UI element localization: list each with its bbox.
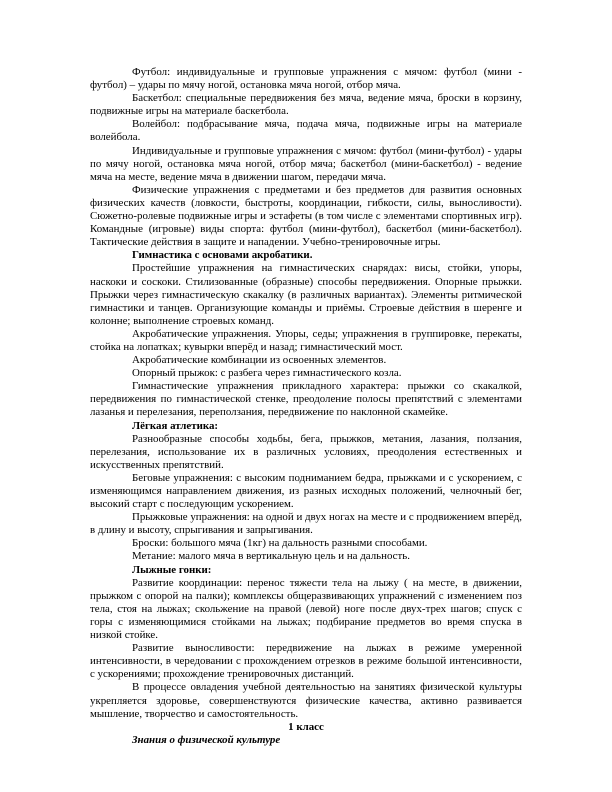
paragraph-jumping-exercises: Прыжковые упражнения: на одной и двух ногах на месте и с продвижением вперёд, в длину и высоту, спрыгивания и запрыгивания.: [90, 511, 522, 537]
paragraph-throws: Броски: большого мяча (1кг) на дальность разными способами.: [132, 537, 428, 550]
paragraph-walking-running: Разнообразные способы ходьбы, бега, прыжков, метания, лазания, ползания, перелезания, использование их в различных условиях, преодоления естественных и искусственных препятствий.: [90, 432, 522, 471]
paragraph-applied-gymnastics: Гимнастические упражнения прикладного характера: прыжки со скакалкой, передвижения по гимнастической стенке, преодоление полосы препятствий с элементами лазанья и перелезания, переползания, передвижение по наклонной скамейке.: [90, 380, 522, 419]
paragraph-learning-process: В процессе овладения учебной деятельностью на занятиях физической культуры укрепляется здоровье, совершенствуются физические качества, активно развивается мышление, творчество и самостоятельность.: [90, 681, 522, 720]
paragraph-acrobatics: Акробатические упражнения. Упоры, седы; упражнения в группировке, перекаты, стойка на лопатках; кувырки вперёд и назад; гимнастический мост.: [90, 327, 522, 353]
paragraph-endurance: Развитие выносливости: передвижение на лыжах в режиме умеренной интенсивности, в чередовании с прохождением отрезков в режиме большой интенсивности, с ускорениями; прохождение тренировочных дистанций.: [90, 642, 522, 681]
subheading-knowledge: Знания о физической культуре: [132, 733, 281, 746]
paragraph-simple-exercises: Простейшие упражнения на гимнастических снарядах: висы, стойки, упоры, наскоки и соскоки. Стилизованные (образные) способы передвижения. Опорные прыжки. Прыжки через гимнастическую скакалку (в различных вариантах). Элементы ритмической гимнастики и танцев. Организующие команды и приёмы. Строевые действия в шеренге и колонне; выполнение строевых команд.: [90, 262, 522, 327]
paragraph-coordination: Развитие координации: перенос тяжести тела на лыжу ( на месте, в движении, прыжком с опорой на палки); комплексы общеразвивающих упражнений с изменением поз тела, стоя на лыжах; скольжение на правой (левой) ноге после двух-трех шагов; спуск с горы с изменяющимися стойками на лыжах; подбирание предметов во время спуска в низкой стойке.: [90, 576, 522, 642]
paragraph-volleyball: Волейбол: подбрасывание мяча, подача мяча, подвижные игры на материале волейбола.: [90, 118, 522, 144]
class-heading: 1 класс: [288, 720, 324, 733]
heading-gymnastics: Гимнастика с основами акробатики.: [132, 249, 313, 262]
paragraph-running-exercises: Беговые упражнения: с высоким подниманием бедра, прыжками и с ускорением, с изменяющимся направлением движения, из разных исходных положений, челночный бег, высокий старт с последующим ускорением.: [90, 471, 522, 511]
paragraph-football: Футбол: индивидуальные и групповые упражнения с мячом: футбол (мини - футбол) – удары по мячу ногой, остановка мяча ногой, отбор мяча.: [90, 66, 522, 92]
paragraph-acrobatic-combinations: Акробатические комбинации из освоенных элементов.: [132, 354, 387, 367]
heading-ski-racing: Лыжные гонки:: [132, 563, 212, 576]
heading-athletics: Лёгкая атлетика:: [132, 419, 219, 432]
paragraph-ball-exercises: Индивидуальные и групповые упражнения с мячом: футбол (мини-футбол) - удары по мячу ногой, остановка мяча ногой, отбор мяча; баскетбол (мини-баскетбол) - ведение мяча на месте, ведение мяча в движении шагом, передачи мяча.: [90, 144, 522, 183]
paragraph-physical-exercises: Физические упражнения с предметами и без предметов для развития основных физических качеств (ловкости, быстроты, координации, гибкости, силы, выносливости). Сюжетно-ролевые подвижные игры и эстафеты (в том числе с элементами спортивных игр). Командные (игровые) виды спорта: футбол (мини-футбол), баскетбол (мини-баскетбол). Тактические действия в защите и нападении. Учебно-тренировочные игры.: [90, 183, 522, 249]
document-body: [90, 66, 522, 747]
paragraph-vault: Опорный прыжок: с разбега через гимнастического козла.: [132, 367, 402, 380]
paragraph-basketball: Баскетбол: специальные передвижения без мяча, ведение мяча, броски в корзину, подвижные игры на материале баскетбола.: [90, 92, 522, 118]
paragraph-throwing-small-ball: Метание: малого мяча в вертикальную цель и на дальность.: [132, 550, 410, 563]
